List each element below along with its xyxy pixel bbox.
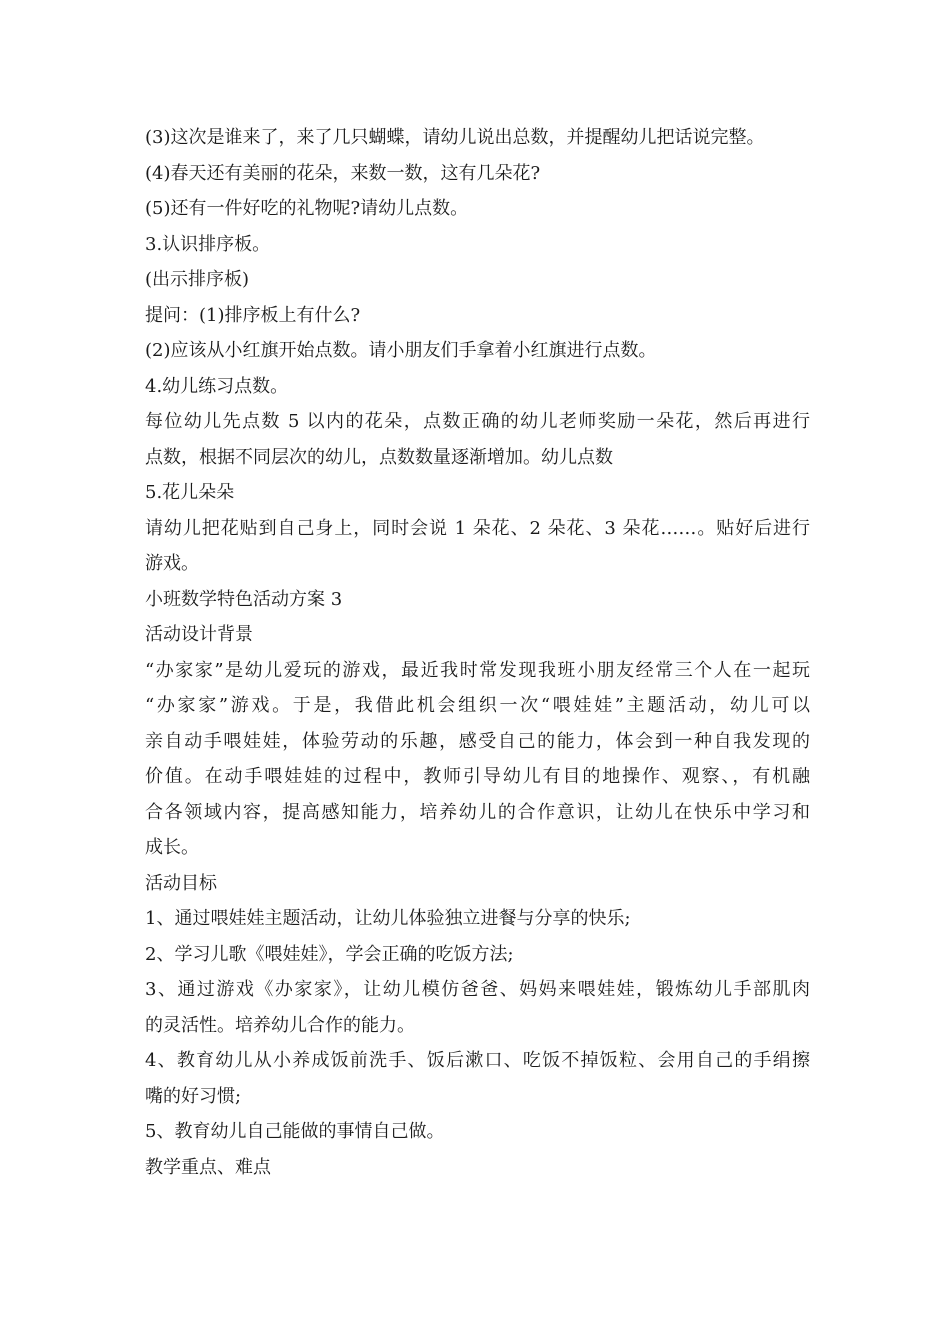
text-line: 的灵活性。培养幼儿合作的能力。: [145, 1014, 415, 1036]
text-line: 嘴的好习惯;: [145, 1085, 242, 1107]
text-line: 提问：(1)排序板上有什么?: [145, 304, 361, 326]
text-line: 3.认识排序板。: [145, 233, 271, 255]
text-line: 游戏。: [145, 553, 199, 574]
text-line: 5.花儿朵朵: [145, 482, 235, 503]
text-line: 价值。在动手喂娃娃的过程中，教师引导幼儿有目的地操作、观察、，有机融: [145, 766, 810, 787]
text-line: 小班数学特色活动方案 3: [145, 588, 343, 610]
text-line: (3)这次是谁来了，来了几只蝴蝶，请幼儿说出总数，并提醒幼儿把话说完整。: [145, 127, 765, 148]
text-line: 亲自动手喂娃娃，体验劳动的乐趣，感受自己的能力，体会到一种自我发现的: [145, 730, 810, 752]
text-line: “办家家”游戏。于是，我借此机会组织一次“喂娃娃”主题活动，幼儿可以: [145, 695, 810, 716]
text-line: 5、教育幼儿自己能做的事情自己做。: [145, 1121, 445, 1142]
document-body: [145, 120, 810, 1185]
text-line: 1、通过喂娃娃主题活动，让幼儿体验独立进餐与分享的快乐;: [145, 908, 631, 929]
text-line: 4.幼儿练习点数。: [145, 375, 289, 397]
text-line: 3、通过游戏《办家家》，让幼儿模仿爸爸、妈妈来喂娃娃，锻炼幼儿手部肌肉: [145, 979, 810, 1000]
text-line: (2)应该从小红旗开始点数。请小朋友们手拿着小红旗进行点数。: [145, 340, 657, 361]
text-line: 请幼儿把花贴到自己身上，同时会说 1 朵花、2 朵花、3 朵花……。贴好后进行: [145, 517, 810, 539]
text-line: 合各领域内容，提高感知能力，培养幼儿的合作意识，让幼儿在快乐中学习和: [145, 801, 810, 823]
text-line: 4、教育幼儿从小养成饭前洗手、饭后漱口、吃饭不掉饭粒、会用自己的手绢擦: [145, 1050, 810, 1071]
text-line: (5)还有一件好吃的礼物呢?请幼儿点数。: [145, 198, 469, 219]
text-line: 成长。: [145, 837, 199, 858]
text-line: 活动目标: [145, 872, 217, 894]
text-line: 2、学习儿歌《喂娃娃》，学会正确的吃饭方法;: [145, 943, 514, 965]
text-line: 教学重点、难点: [145, 1156, 271, 1178]
text-line: 活动设计背景: [145, 624, 253, 645]
text-line: (4)春天还有美丽的花朵，来数一数，这有几朵花?: [145, 162, 541, 184]
text-line: 点数，根据不同层次的幼儿，点数数量逐渐增加。幼儿点数: [145, 446, 613, 468]
text-line: (出示排序板): [145, 269, 250, 290]
text-line: “办家家”是幼儿爱玩的游戏，最近我时常发现我班小朋友经常三个人在一起玩: [145, 659, 810, 681]
text-line: 每位幼儿先点数 5 以内的花朵，点数正确的幼儿老师奖励一朵花，然后再进行: [145, 411, 810, 432]
